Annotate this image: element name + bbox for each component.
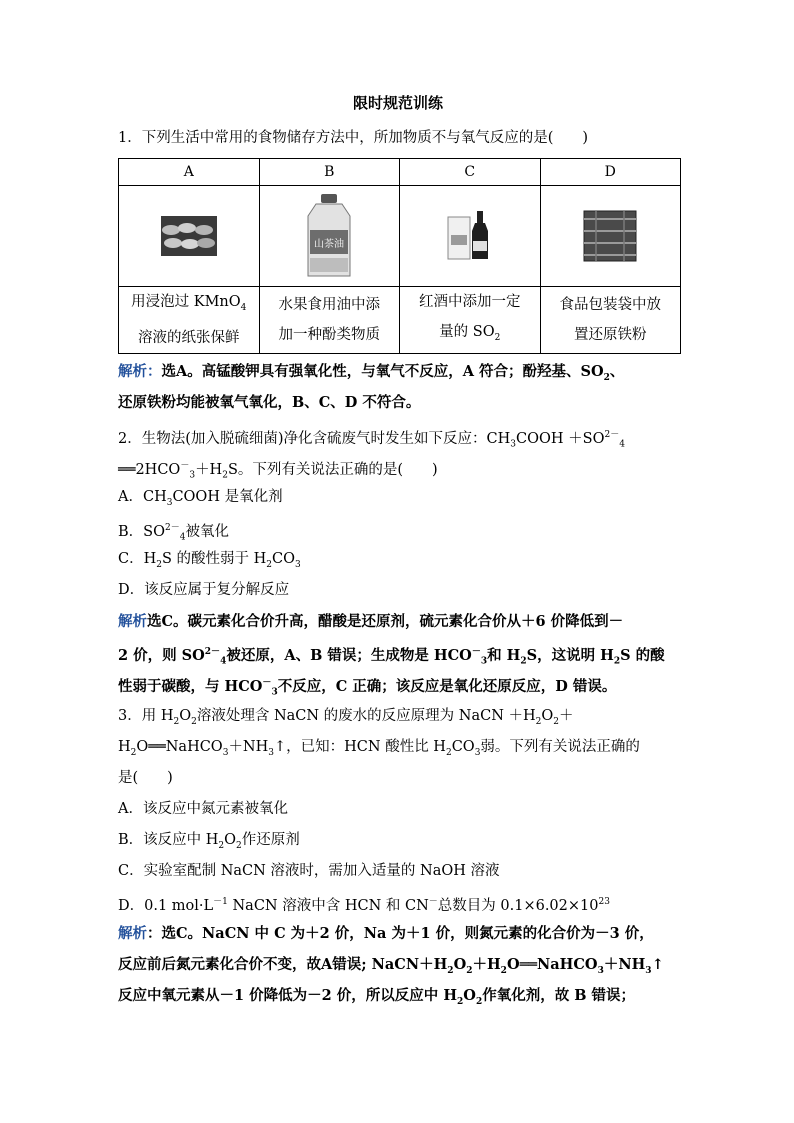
q3-analysis-line-3: 反应中氧元素从－1 价降低为－2 价，所以反应中 $H_2O_2$作氧化剂，故 B 错误； <box>118 986 636 1007</box>
q2-stem-line-2: $══2HCO^-_3+H_2S$。下列有关说法正确的是( ) <box>118 460 438 481</box>
q3-stem-line-3: 是( ) <box>118 769 173 786</box>
option-caption-a: 用浸泡过 KMnO$_4$ 溶液的纸张保鲜 <box>119 287 260 354</box>
option-image-d <box>540 186 681 287</box>
bananas-photo <box>161 216 217 256</box>
worksheet-page <box>118 92 678 1011</box>
q3-stem-line-1: 3．用 $H_2O_2$溶液处理含 NaCN 的废水的反应原理为 NaCN $+H_2O_2+$ <box>118 707 574 727</box>
q2-option-a: A．$CH_3COOH$ 是氧化剂 <box>118 488 283 508</box>
option-caption-b: 水果食用油中添 加一种酚类物质 <box>259 287 400 354</box>
q1-options-table <box>118 158 681 354</box>
analysis-label: 解析： <box>118 362 162 380</box>
oil-bottle-photo <box>302 192 356 280</box>
q2-option-b: B．$SO^{2-}_4$被氧化 <box>118 522 229 543</box>
analysis-label: 解析 <box>118 612 147 630</box>
q2-analysis-line-1: 解析选C。碳元素化合价升高，醋酸是还原剂，硫元素化合价从＋6 价降低到－ <box>118 612 624 630</box>
analysis-label: 解析 <box>118 924 147 942</box>
bottle-label-text: 山茶油 <box>314 239 345 250</box>
q2-analysis-line-3: 性弱于碳酸，与 $HCO^-_3$不反应，C 正确；该反应是氧化还原反应，D 错误。 <box>118 677 617 698</box>
iron-powder-packet-photo <box>582 209 638 263</box>
q1-analysis-line-2: 还原铁粉均能被氧气氧化，B、C、D 不符合。 <box>118 393 421 411</box>
option-header-a: A <box>119 159 260 186</box>
option-caption-c: 红酒中添加一定 量的 $SO_2$ <box>400 287 541 354</box>
q3-analysis-line-1: 解析：选C。NaCN 中 C 为＋2 价，Na 为＋1 价，则氮元素的化合价为－3 价， <box>118 924 654 942</box>
option-image-c <box>400 186 541 287</box>
q2-option-c: C．$H_2S$ 的酸性弱于 $H_2CO_3$ <box>118 550 301 570</box>
q3-option-c: C．实验室配制 NaCN 溶液时，需加入适量的 NaOH 溶液 <box>118 862 500 879</box>
q3-option-d: D．0.1 $mol\cdot L^{-1}$ NaCN 溶液中含 HCN 和 CN－总数目为 $0.1\times 6.02\times 10^{23}$ <box>118 896 610 914</box>
q3-option-b: B．该反应中 $H_2O_2$作还原剂 <box>118 831 300 851</box>
q2-stem-line-1: 2．生物法(加入脱硫细菌)净化含硫废气时发生如下反应：$CH_3COOH +SO^{2-}_4$ <box>118 429 625 450</box>
q3-stem-line-2: $H_2O══NaHCO_3+NH_3↑$，已知：HCN 酸性比 $H_2CO_3$弱。下列有关说法正确的 <box>118 738 640 758</box>
q1-stem: 1．下列生活中常用的食物储存方法中，所加物质不与氧气反应的是( ) <box>118 130 589 146</box>
q3-analysis-line-2: 反应前后氮元素化合价不变，故A错误; $NaCN+H_2O_2+H_2O══NaHCO_3+NH_3↑$ <box>118 955 664 976</box>
option-image-b <box>259 186 400 287</box>
q2-option-d: D．该反应属于复分解反应 <box>118 581 290 598</box>
q2-analysis-line-2: 2 价，则 $SO^{2-}_4$被还原，A、B 错误；生成物是 $HCO^-_3$和 $H_2S$，这说明 $H_2S$ 的酸 <box>118 646 665 667</box>
option-caption-d: 食品包装袋中放 置还原铁粉 <box>540 287 681 354</box>
q1-analysis-line-1: 解析：选A。高锰酸钾具有强氧化性，与氧气不反应，A 符合；酚羟基、$SO_2$、 <box>118 362 625 383</box>
q3-option-a: A．该反应中氮元素被氧化 <box>118 800 288 817</box>
option-header-c: C <box>400 159 541 186</box>
page-title: 限时规范训练 <box>352 94 443 112</box>
wine-bottle-photo <box>444 209 496 263</box>
option-image-a <box>119 186 260 287</box>
option-header-b: B <box>259 159 400 186</box>
option-header-d: D <box>540 159 681 186</box>
